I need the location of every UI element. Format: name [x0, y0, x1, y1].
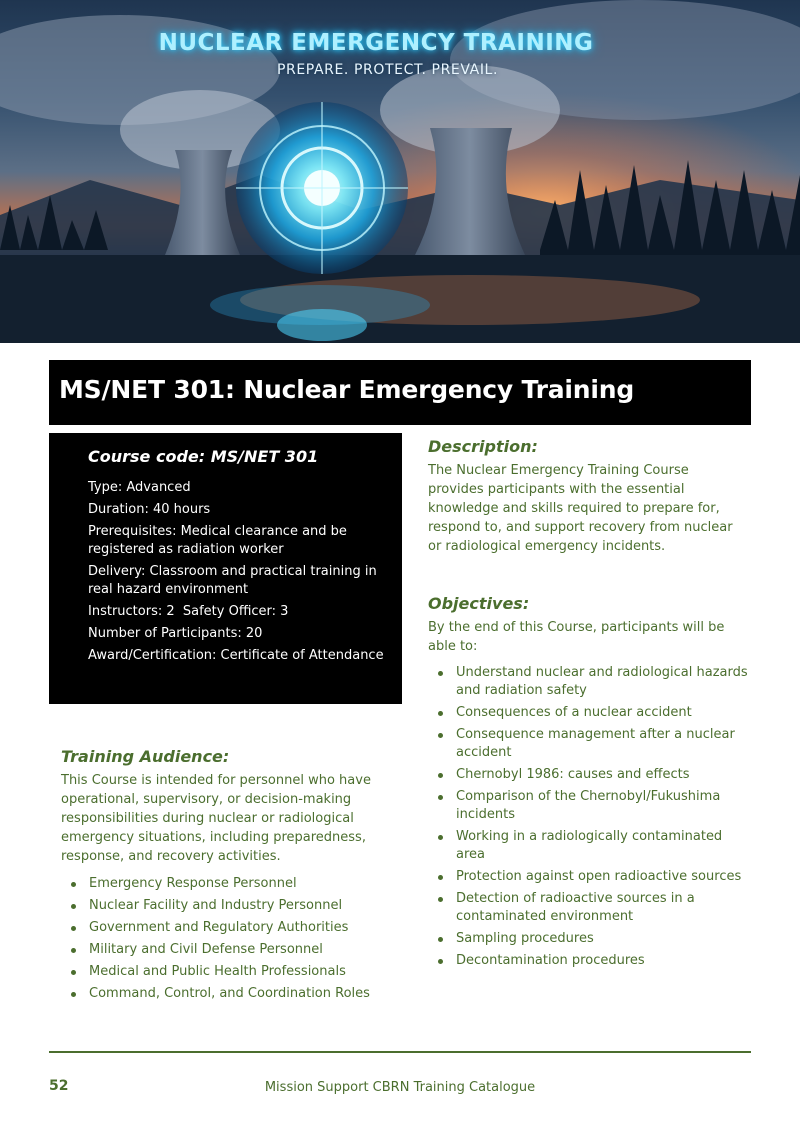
list-item: Emergency Response Personnel: [61, 875, 401, 893]
course-code: Course code: MS/NET 301: [88, 447, 319, 466]
detail-instructors: Instructors: 2 Safety Officer: 3: [88, 604, 289, 619]
detail-prerequisites: Prerequisites: Medical clearance and be registered as radiation worker: [88, 524, 347, 557]
list-item: Medical and Public Health Professionals: [61, 963, 401, 981]
list-item: Consequence management after a nuclear accident: [428, 726, 748, 762]
detail-award: Award/Certification: Certificate of Attendance: [88, 648, 384, 663]
hero-title: NUCLEAR EMERGENCY TRAINING: [158, 30, 594, 56]
course-info-box: [49, 433, 402, 704]
list-item: Understand nuclear and radiological hazards and radiation safety: [428, 664, 748, 700]
list-item: Working in a radiologically contaminated area: [428, 828, 748, 864]
list-item: Command, Control, and Coordination Roles: [61, 985, 401, 1003]
course-title: MS/NET 301: Nuclear Emergency Training: [59, 375, 635, 404]
objectives-heading: Objectives:: [428, 594, 530, 613]
audience-text: This Course is intended for personnel who have operational, supervisory, or decision-making responsibilities during nuclear or radiological emergency situations, including preparedness, response, and recovery activities.: [61, 773, 371, 864]
description-heading: Description:: [428, 437, 538, 456]
course-title-bar: [49, 360, 751, 425]
course-details-list: [88, 479, 388, 669]
list-item: Military and Civil Defense Personnel: [61, 941, 401, 959]
detail-delivery: Delivery: Classroom and practical training in real hazard environment: [88, 564, 377, 597]
objectives-intro: By the end of this Course, participants will be able to:: [428, 620, 725, 654]
page-number: 52: [49, 1078, 69, 1094]
list-item: Government and Regulatory Authorities: [61, 919, 401, 937]
hero-tagline: PREPARE. PROTECT. PREVAIL.: [276, 62, 499, 78]
list-item: Protection against open radioactive sources: [428, 868, 748, 886]
list-item: Nuclear Facility and Industry Personnel: [61, 897, 401, 915]
audience-heading: Training Audience:: [61, 747, 230, 766]
detail-duration: Duration: 40 hours: [88, 502, 211, 517]
list-item: Sampling procedures: [428, 930, 748, 948]
detail-participants: Number of Participants: 20: [88, 626, 263, 641]
list-item: Decontamination procedures: [428, 952, 748, 970]
list-item: Consequences of a nuclear accident: [428, 704, 748, 722]
list-item: Chernobyl 1986: causes and effects: [428, 766, 748, 784]
footer-catalogue-title: Mission Support CBRN Training Catalogue: [264, 1080, 536, 1095]
hero-banner: [0, 0, 800, 343]
description-text: The Nuclear Emergency Training Course provides participants with the essential knowledge and skills required to prepare for, respond to, and support recovery from nuclear or radiological emergency incidents.: [428, 463, 733, 554]
list-item: Comparison of the Chernobyl/Fukushima incidents: [428, 788, 748, 824]
audience-list: [61, 875, 401, 1007]
detail-type: Type: Advanced: [88, 480, 191, 495]
objectives-list: [428, 664, 748, 974]
footer-divider: [49, 1051, 751, 1053]
list-item: Detection of radioactive sources in a contaminated environment: [428, 890, 748, 926]
